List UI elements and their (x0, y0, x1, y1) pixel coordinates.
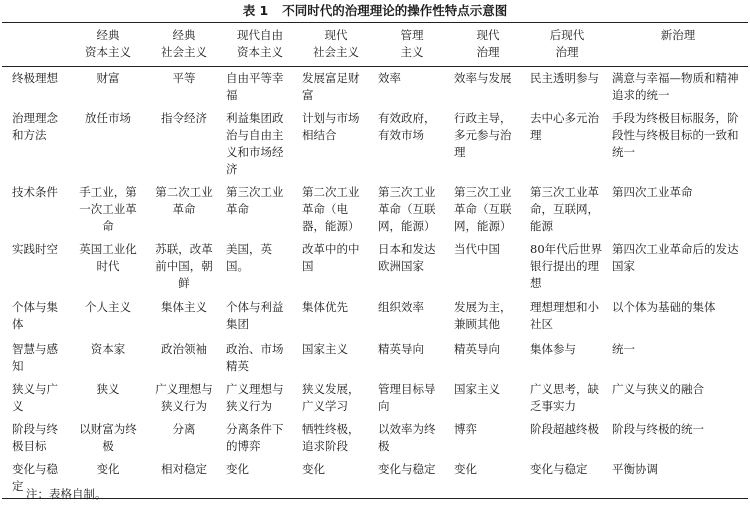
table-cell: 个体与利益集团 (226, 300, 284, 331)
table-cell: 指令经济 (161, 111, 207, 125)
row-label: 终极理想 (12, 71, 58, 85)
table-cell: 广义理想与狭义行为 (155, 382, 213, 413)
table-cell: 政治领袖 (161, 342, 207, 356)
table-cell: 第三次工业革命（互联网，能源） (454, 185, 512, 233)
table-cell: 变化与稳定 (530, 462, 588, 476)
table-cell: 以效率为终极 (378, 422, 436, 453)
table-cell: 广义思考，缺乏事实力 (530, 382, 599, 413)
table-cell: 手段为终极目标服务，阶段性与终极目标的一致和统一 (612, 111, 739, 159)
table-cell: 80年代后世界银行提出的理想 (530, 242, 603, 290)
table-cell: 集体参与 (530, 342, 576, 356)
header-cell: 管理 主义 (374, 23, 450, 67)
table-cell: 集体主义 (161, 300, 207, 314)
table-cell: 以财富为终极 (79, 422, 137, 453)
table-cell: 变化 (454, 462, 477, 476)
table-cell: 民主透明参与 (530, 71, 599, 85)
table-cell: 组织效率 (378, 300, 424, 314)
table-cell: 第四次工业革命后的发达国家 (612, 242, 739, 273)
table-cell: 阶段超越终极 (530, 422, 599, 436)
table-cell: 去中心多元治理 (530, 111, 599, 142)
table-cell: 狭义发展，广义学习 (302, 382, 360, 413)
table-cell: 相对稳定 (161, 462, 207, 476)
header-cell: 经典 社会主义 (146, 23, 222, 67)
comparison-table (2, 22, 748, 499)
table-cell: 满意与幸福—物质和精神追求的统一 (612, 71, 739, 102)
header-cell: 经典 资本主义 (70, 23, 146, 67)
table-cell: 效率与发展 (454, 71, 512, 85)
table-cell: 广义与狭义的融合 (612, 382, 704, 396)
table-row (2, 458, 748, 499)
table-row (2, 338, 748, 378)
table-cell: 效率 (378, 71, 401, 85)
table-title: 不同时代的治理理论的操作性特点示意图 (282, 3, 508, 18)
row-label: 个体与集体 (12, 300, 58, 331)
table-cell: 精英导向 (378, 342, 424, 356)
table-row (2, 107, 748, 181)
table-cell: 财富 (96, 71, 120, 85)
table-cell: 统一 (612, 342, 635, 356)
table-cell: 精英导向 (454, 342, 500, 356)
table-cell: 平衡协调 (612, 462, 658, 476)
table-cell: 当代中国 (454, 242, 500, 256)
table-note: 注：表格自制。 (26, 487, 107, 501)
table-cell: 苏联，改革前中国，朝鲜 (155, 242, 213, 290)
table-cell: 变化与稳定 (378, 462, 436, 476)
table-cell: 国家主义 (302, 342, 348, 356)
table-cell: 狭义 (96, 382, 120, 396)
table-cell: 博弈 (454, 422, 477, 436)
table-cell: 政治、市场精英 (226, 342, 284, 373)
header-cell: 现代 社会主义 (298, 23, 374, 67)
table-cell: 管理目标导向 (378, 382, 436, 413)
table-cell: 变化 (96, 462, 120, 476)
table-cell: 牺牲终极，追求阶段 (302, 422, 360, 453)
table-cell: 分离 (172, 422, 196, 436)
header-row (2, 23, 748, 67)
header-cell: 后现代 治理 (526, 23, 608, 67)
table-row (2, 418, 748, 458)
header-cell: 现代 治理 (450, 23, 526, 67)
table-cell: 利益集团政治与自由主义和市场经济 (226, 111, 284, 176)
row-label: 技术条件 (12, 185, 58, 199)
row-label: 狭义与广义 (12, 382, 58, 413)
table-row (2, 238, 748, 296)
table-cell: 第三次工业革命，互联网，能源 (530, 185, 599, 233)
table-cell: 日本和发达欧洲国家 (378, 242, 436, 273)
row-label: 阶段与终极目标 (12, 422, 58, 453)
table-cell: 手工业，第一次工业革命 (79, 185, 137, 233)
header-cell (2, 23, 70, 67)
table-cell: 第二次工业革命（电器，能源） (302, 185, 360, 233)
table-cell: 分离条件下的博弈 (226, 422, 284, 453)
table-cell: 以个体为基础的集体 (612, 300, 716, 314)
row-label: 变化与稳定 (12, 462, 58, 493)
table-row (2, 296, 748, 338)
table-cell: 理想理想和小社区 (530, 300, 599, 331)
table-cell: 第三次工业革命 (226, 185, 284, 216)
table-cell: 资本家 (90, 342, 126, 356)
table-cell: 发展富足财富 (302, 71, 360, 102)
table-cell: 个人主义 (85, 300, 131, 314)
table-cell: 英国工业化时代 (79, 242, 137, 273)
table-caption (0, 1, 750, 21)
row-label: 智慧与感知 (12, 342, 58, 373)
table-row (2, 181, 748, 238)
table-cell: 变化 (302, 462, 325, 476)
row-label: 治理理念和方法 (12, 111, 58, 142)
table-cell: 阶段与终极的统一 (612, 422, 704, 436)
table-cell: 自由平等幸福 (226, 71, 284, 102)
table-cell: 第四次工业革命 (612, 185, 693, 199)
table-cell: 广义理想与狭义行为 (226, 382, 284, 413)
table-row (2, 67, 748, 108)
table-cell: 发展为主，兼顾其他 (454, 300, 512, 331)
table-cell: 有效政府，有效市场 (378, 111, 436, 142)
table-cell: 行政主导，多元参与治理 (454, 111, 512, 159)
table-cell: 国家主义 (454, 382, 500, 396)
table-cell: 平等 (172, 71, 196, 85)
table-row (2, 378, 748, 418)
table-cell: 变化 (226, 462, 249, 476)
table-cell: 第二次工业革命 (155, 185, 213, 216)
table-number: 表 1 (242, 3, 269, 18)
table-cell: 美国，英国。 (226, 242, 272, 273)
table-cell: 第三次工业革命（互联网，能源） (378, 185, 436, 233)
table-cell: 改革中的中国 (302, 242, 360, 273)
header-cell: 现代自由 资本主义 (222, 23, 298, 67)
table-cell: 集体优先 (302, 300, 348, 314)
table-cell: 计划与市场相结合 (302, 111, 360, 142)
header-cell: 新治理 (608, 23, 748, 67)
row-label: 实践时空 (12, 242, 58, 256)
table-cell: 放任市场 (85, 111, 131, 125)
